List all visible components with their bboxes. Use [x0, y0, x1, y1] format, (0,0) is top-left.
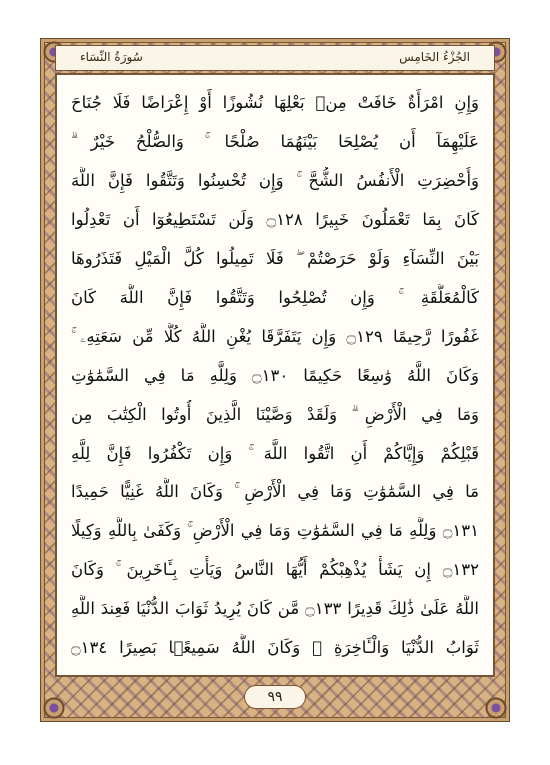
page-number: ٩٩ [244, 685, 306, 709]
text-line: غَفُورًا رَّحِيمًا ۝١٢٩ وَإِن يَتَفَرَّقَا يُغْنِ اللَّهُ كُلًّا مِّن سَعَتِهِۦ ۚ [71, 326, 479, 346]
page-header [55, 45, 495, 71]
text-line: كَانَ بِمَا تَعْمَلُونَ خَبِيرًا ۝١٢٨ وَلَن تَسْتَطِيعُوٓا أَن تَعْدِلُوا [71, 210, 479, 230]
text-line: بَيْنَ النِّسَآءِ وَلَوْ حَرَصْتُمْ ۖ فَلَا تَمِيلُوا كُلَّ الْمَيْلِ فَتَذَرُوهَا [71, 248, 479, 268]
text-line: وَإِنِ امْرَأَةٌ خَافَتْ مِنۢ بَعْلِهَا نُشُوزًا أَوْ إِعْرَاضًا فَلَا جُنَاحَ [71, 93, 479, 113]
page-footer [41, 685, 509, 713]
text-line: ثَوَابُ الدُّنْيَا وَالْـَٔاخِرَةِ ۚ وَكَانَ اللَّهُ سَمِيعًۢا بَصِيرًا ۝١٣٤ [71, 638, 479, 658]
text-line: قَبْلِكُمْ وَإِيَّاكُمْ أَنِ اتَّقُوا اللَّهَ ۚ وَإِن تَكْفُرُوا فَإِنَّ لِلَّهِ [71, 443, 479, 463]
text-line: ۝١٣٢ إِن يَشَأْ يُذْهِبْكُمْ أَيُّهَا النَّاسُ وَيَأْتِ بِـَٔاخَرِينَ ۚ وَكَانَ [71, 560, 479, 580]
juz-name: الجُزْءُ الخَامِس [399, 50, 470, 64]
text-line: وَكَانَ اللَّهُ وَٰسِعًا حَكِيمًا ۝١٣٠ وَلِلَّهِ مَا فِي السَّمَٰوَٰتِ [71, 365, 479, 385]
text-line: عَلَيْهِمَآ أَن يُصْلِحَا بَيْنَهُمَا صُلْحًا ۚ وَالصُّلْحُ خَيْرٌ ۗ [71, 132, 479, 152]
text-line: اللَّهُ عَلَىٰ ذَٰلِكَ قَدِيرًا ۝١٣٣ مَّن كَانَ يُرِيدُ ثَوَابَ الدُّنْيَا فَعِندَ اللَّهِ [71, 599, 479, 619]
surah-name: سُورَةُ النِّسَاء [80, 50, 143, 64]
text-line: ۝١٣١ وَلِلَّهِ مَا فِي السَّمَٰوَٰتِ وَمَا فِي الْأَرْضِ ۚ وَكَفَىٰ بِاللَّهِ وَكِيلًا [71, 521, 479, 541]
text-line: كَالْمُعَلَّقَةِ ۚ وَإِن تُصْلِحُوا وَتَتَّقُوا فَإِنَّ اللَّهَ كَانَ [71, 287, 479, 307]
text-line: مَا فِي السَّمَٰوَٰتِ وَمَا فِي الْأَرْضِ ۚ وَكَانَ اللَّهُ غَنِيًّا حَمِيدًا [71, 482, 479, 502]
text-line: وَأُحْضِرَتِ الْأَنفُسُ الشُّحَّ ۚ وَإِن تُحْسِنُوا وَتَتَّقُوا فَإِنَّ اللَّهَ [71, 171, 479, 191]
page-frame [40, 38, 510, 722]
text-line: وَمَا فِي الْأَرْضِ ۗ وَلَقَدْ وَصَّيْنَا الَّذِينَ أُوتُوا الْكِتَٰبَ مِن [71, 404, 479, 424]
verse-text-block [71, 89, 479, 663]
